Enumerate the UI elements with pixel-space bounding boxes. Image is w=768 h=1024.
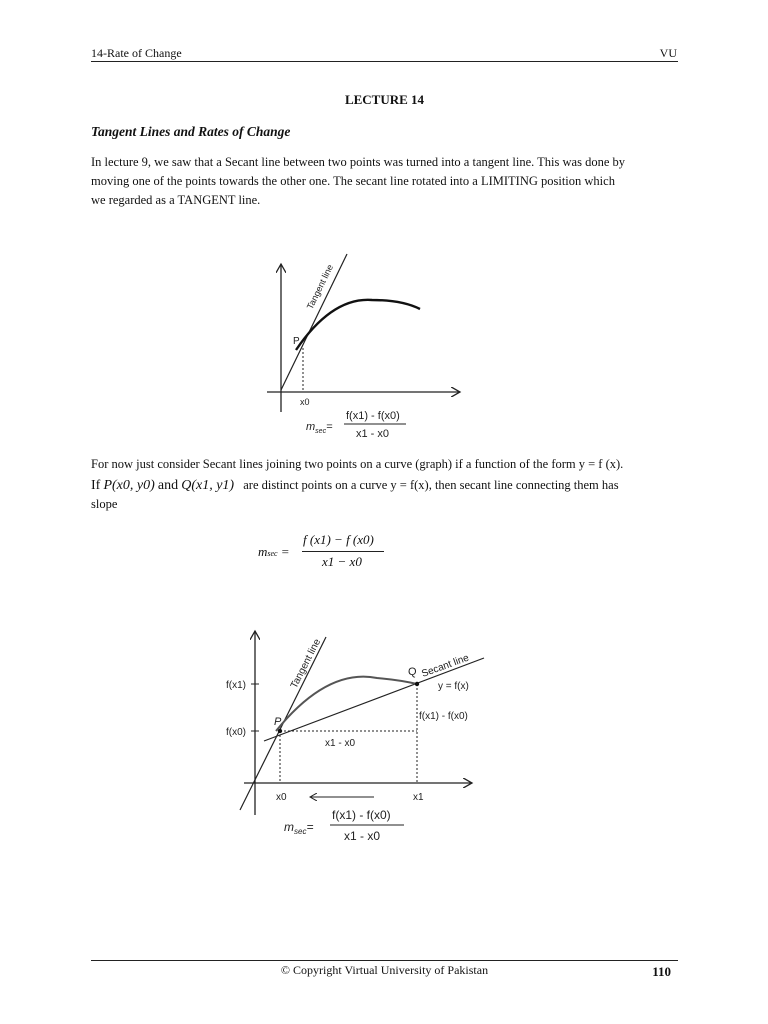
fig2-yfx-label: y = f(x) bbox=[438, 681, 469, 692]
fig2-q-label: Q bbox=[408, 666, 417, 678]
intro-line-1: In lecture 9, we saw that a Secant line between two points was turned into a tangent line. This was done by bbox=[91, 155, 626, 169]
figure-secant-line bbox=[222, 625, 502, 850]
point-p: P(x0, y0) bbox=[103, 478, 155, 493]
fig1-formula-denominator: x1 - x0 bbox=[356, 428, 390, 440]
fig2-fx0-label: f(x0) bbox=[226, 727, 246, 738]
header-left: 14-Rate of Change bbox=[91, 46, 182, 60]
secant-paragraph bbox=[91, 455, 691, 514]
fig1-tangent bbox=[281, 254, 347, 390]
slope-formula-numerator: f (x1) − f (x0) bbox=[303, 532, 374, 547]
slope-formula bbox=[258, 532, 398, 576]
fig1-tangent-label: Tangent line bbox=[304, 262, 336, 311]
fig2-secant-label: Secant line bbox=[420, 652, 471, 680]
fig2-x0-label: x0 bbox=[276, 792, 287, 803]
header-right: VU bbox=[659, 46, 677, 60]
point-q: Q(x1, y1) bbox=[181, 478, 235, 493]
intro-line-2: moving one of the points towards the other one. The secant line rotated into a LIMITING position which bbox=[91, 174, 615, 188]
secant-line-1: For now just consider Secant lines joining two points on a curve (graph) if a function of the form y = f (x). bbox=[91, 457, 624, 471]
fig2-formula-denominator: x1 - x0 bbox=[344, 829, 381, 843]
fig2-x1-label: x1 bbox=[413, 792, 424, 803]
fig2-p-label: P bbox=[274, 716, 282, 728]
slope-formula-lhs: msec = bbox=[258, 544, 289, 559]
intro-paragraph bbox=[91, 153, 691, 210]
slope-formula-denominator: x1 − x0 bbox=[322, 554, 362, 569]
fig2-tangent-label: Tangent line bbox=[288, 637, 324, 691]
intro-line-3: we regarded as a TANGENT line. bbox=[91, 193, 261, 207]
fig2-run-label: x1 - x0 bbox=[325, 738, 356, 749]
fig2-point-p bbox=[278, 729, 282, 733]
section-title: Tangent Lines and Rates of Change bbox=[91, 124, 291, 139]
fig2-diff-label: f(x1) - f(x0) bbox=[419, 711, 468, 722]
lecture-title: LECTURE 14 bbox=[344, 92, 425, 107]
footer-rule bbox=[91, 960, 678, 961]
fig1-formula-m: $m_{sec}=$ bbox=[306, 421, 333, 435]
fig2-formula-numerator: f(x1) - f(x0) bbox=[332, 808, 391, 822]
fig1-x0-label: x0 bbox=[300, 397, 310, 407]
footer-copyright: © Copyright Virtual University of Pakistan bbox=[280, 963, 489, 977]
header-rule bbox=[91, 61, 678, 62]
fig1-p-label: P bbox=[293, 336, 300, 347]
fig2-fx1-label: f(x1) bbox=[226, 680, 246, 691]
fig2-point-q bbox=[415, 682, 419, 686]
figure-tangent-line bbox=[262, 252, 472, 447]
secant-and: and bbox=[157, 478, 179, 493]
fig1-formula-numerator: f(x1) - f(x0) bbox=[346, 410, 400, 422]
fig2-formula-m: $m_{sec}=$ bbox=[284, 820, 314, 836]
secant-line-3: slope bbox=[91, 497, 118, 511]
page-number: 110 bbox=[652, 964, 671, 979]
secant-if: If bbox=[91, 478, 101, 493]
slope-formula-bar bbox=[302, 551, 384, 552]
secant-rest: are distinct points on a curve y = f(x), then secant line connecting them has bbox=[243, 478, 619, 492]
secant-line-2 bbox=[91, 476, 691, 495]
